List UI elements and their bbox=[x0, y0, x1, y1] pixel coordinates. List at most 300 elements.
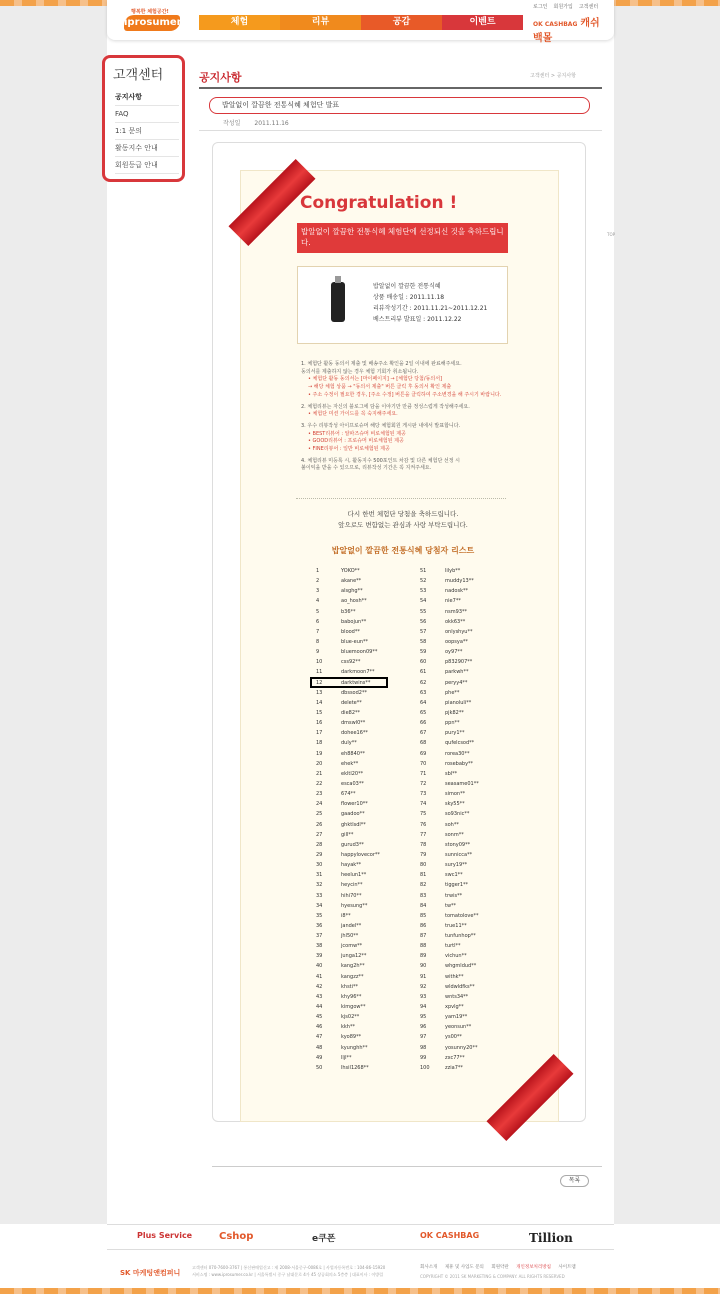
logo[interactable]: iprosumer bbox=[124, 15, 180, 31]
winner-number: 9 bbox=[316, 649, 320, 656]
winner-number: 55 bbox=[420, 608, 427, 615]
winner-number: 51 bbox=[420, 568, 427, 574]
main-nav bbox=[199, 15, 523, 30]
winner-row bbox=[420, 566, 479, 576]
partner-tillion[interactable]: Tillion bbox=[529, 1231, 573, 1245]
sidebar-item-faq[interactable]: FAQ bbox=[115, 106, 179, 123]
winner-number: 94 bbox=[420, 1004, 427, 1011]
winner-row bbox=[316, 880, 380, 890]
winner-row bbox=[316, 901, 380, 911]
winner-id: yam19** bbox=[445, 1014, 468, 1021]
winner-id: sury19** bbox=[445, 862, 468, 869]
footer-link-partner[interactable]: 제휴 및 사업도 문의 bbox=[444, 1265, 484, 1270]
winner-number: 7 bbox=[316, 628, 320, 635]
winner-number: 88 bbox=[420, 943, 427, 950]
highlight-box bbox=[310, 677, 388, 688]
winner-id: okk63** bbox=[445, 618, 466, 625]
winner-number: 68 bbox=[420, 740, 427, 747]
winner-number: 38 bbox=[316, 943, 323, 950]
winner-row bbox=[316, 1053, 380, 1063]
winner-row bbox=[420, 698, 479, 708]
winner-row bbox=[316, 921, 380, 931]
winner-row bbox=[316, 617, 380, 627]
winner-id: kkh** bbox=[341, 1024, 355, 1031]
winner-row bbox=[420, 1032, 479, 1042]
winner-number: 45 bbox=[316, 1014, 323, 1021]
winner-id: YOKO** bbox=[341, 568, 360, 574]
winner-id: withk** bbox=[445, 973, 464, 980]
winner-number: 24 bbox=[316, 801, 323, 808]
winner-row bbox=[316, 627, 380, 637]
winner-id: turtl** bbox=[445, 943, 461, 950]
winner-number: 57 bbox=[420, 628, 427, 635]
winner-row bbox=[420, 1022, 479, 1032]
winner-number: 18 bbox=[316, 740, 323, 747]
winner-row bbox=[420, 860, 479, 870]
winner-id: blood** bbox=[341, 628, 360, 635]
winner-row bbox=[316, 698, 380, 708]
divider bbox=[296, 498, 506, 499]
instruction-line: • FINE리뷰어 : 일반 비로체험된 제공 bbox=[308, 446, 390, 453]
ship-date: 상품 배송일 : 2011.11.18 bbox=[373, 294, 445, 301]
winner-number: 2 bbox=[316, 578, 320, 585]
winner-row bbox=[420, 759, 479, 769]
instruction-line: 3. 우수 리뷰작성 아이프로슈머 해당 체험회원 게시판 내에서 발표합니다. bbox=[301, 422, 461, 429]
winner-id: wnts34** bbox=[445, 993, 469, 1000]
winner-row bbox=[316, 951, 380, 961]
sidebar-item-notice[interactable]: 공지사항 bbox=[115, 89, 179, 106]
winner-number: 10 bbox=[316, 659, 323, 666]
winner-id: dbssod2** bbox=[341, 689, 367, 696]
winner-number: 93 bbox=[420, 993, 427, 1000]
winner-id: jhl50** bbox=[341, 933, 359, 940]
winners-left bbox=[316, 566, 380, 1073]
winner-row bbox=[316, 1032, 380, 1042]
winner-number: 23 bbox=[316, 791, 323, 798]
sidebar-item-grade[interactable]: 회원등급 안내 bbox=[115, 157, 179, 174]
instruction-line: 1. 체험단 활동 동의서 제출 및 배송주소 확인을 2일 이내에 완료해주세요. bbox=[301, 361, 462, 367]
product-name: 밥알없이 깔끔한 전통식혜 bbox=[373, 283, 441, 290]
winner-id: xpvlg** bbox=[445, 1004, 464, 1011]
winner-id: nie7** bbox=[445, 598, 461, 605]
bottom-stripe bbox=[0, 1288, 720, 1294]
winners-right bbox=[420, 566, 479, 1073]
winner-row bbox=[316, 647, 380, 657]
winner-id: wldwldfks** bbox=[445, 983, 475, 990]
winner-row bbox=[316, 820, 380, 830]
winner-id: hyesung** bbox=[341, 902, 368, 909]
winner-id: hayak** bbox=[341, 862, 362, 869]
winner-id: khy96** bbox=[341, 993, 362, 1000]
winner-id: zzia7** bbox=[445, 1064, 463, 1071]
best-review-date: 베스트리뷰 발표일 : 2011.12.22 bbox=[373, 316, 462, 323]
okcashbag-mall-link[interactable] bbox=[533, 14, 603, 44]
winner-number: 53 bbox=[420, 588, 427, 595]
winner-number: 37 bbox=[316, 933, 323, 940]
winner-id: darkmoon7** bbox=[341, 669, 375, 676]
winner-id: i8** bbox=[341, 912, 351, 919]
partner-bar bbox=[107, 1224, 614, 1250]
winner-row bbox=[316, 809, 380, 819]
winner-row bbox=[316, 870, 380, 880]
winner-id: tigger1** bbox=[445, 882, 469, 889]
instruction-line: → 해당 체험 상품 → "동의서 제출" 버튼 클릭 후 동의서 확인 제출 bbox=[308, 384, 452, 391]
winner-id: vichun** bbox=[445, 953, 467, 960]
winner-number: 30 bbox=[316, 862, 323, 869]
page-title: 공지사항 bbox=[199, 71, 242, 84]
winner-id: darktwins** bbox=[341, 679, 371, 686]
winner-number: 82 bbox=[420, 882, 427, 889]
instruction-line: • 체험단 활동 동의서는 [마이페이지] → [체험단 당첨/동의서] bbox=[308, 376, 443, 383]
instruction-line: • GOOD리뷰어 : 프로슈머 비로체험된 제공 bbox=[308, 438, 404, 445]
winner-id: kangzz** bbox=[341, 973, 364, 980]
nav-tab-3[interactable]: 이벤트 bbox=[442, 15, 523, 30]
winner-number: 67 bbox=[420, 730, 427, 737]
winner-row bbox=[420, 718, 479, 728]
winner-row bbox=[316, 1012, 380, 1022]
winner-id: sbl** bbox=[445, 770, 458, 777]
winner-id: peryy4** bbox=[445, 679, 468, 686]
winner-number: 100 bbox=[420, 1064, 430, 1071]
winner-row bbox=[316, 749, 380, 759]
winner-number: 73 bbox=[420, 791, 427, 798]
winner-row bbox=[420, 1012, 479, 1022]
winner-row bbox=[420, 891, 479, 901]
product-info bbox=[373, 281, 487, 325]
title-rule bbox=[199, 87, 602, 89]
winner-number: 42 bbox=[316, 983, 323, 990]
winner-id: so93nic** bbox=[445, 811, 470, 818]
winner-row bbox=[316, 596, 380, 606]
winner-id: kyo89** bbox=[341, 1034, 362, 1041]
winner-id: flower10** bbox=[341, 801, 368, 808]
instruction-line: • BEST리뷰어 : 알파즈슈머 비로체험된 제공 bbox=[308, 430, 406, 437]
winner-row bbox=[316, 708, 380, 718]
winner-number: 90 bbox=[420, 963, 427, 970]
winner-number: 19 bbox=[316, 750, 323, 757]
winner-id: muddy13** bbox=[445, 578, 474, 585]
winner-number: 61 bbox=[420, 669, 427, 676]
winner-row bbox=[420, 972, 479, 982]
winner-row bbox=[420, 830, 479, 840]
winner-row bbox=[420, 688, 479, 698]
winner-number: 54 bbox=[420, 598, 427, 605]
winner-row bbox=[316, 911, 380, 921]
winner-number: 81 bbox=[420, 872, 427, 879]
winner-row bbox=[420, 880, 479, 890]
winner-row bbox=[420, 901, 479, 911]
winner-number: 8 bbox=[316, 638, 320, 645]
footer-link-privacy[interactable]: 개인정보처리방침 bbox=[516, 1265, 551, 1270]
winner-number: 6 bbox=[316, 618, 320, 625]
winner-id: onlyshyu** bbox=[445, 628, 473, 635]
winner-number: 98 bbox=[420, 1044, 427, 1051]
winner-number: 16 bbox=[316, 720, 323, 727]
winner-id: qufelcsod** bbox=[445, 740, 475, 747]
winner-id: eh8840** bbox=[341, 750, 365, 757]
breadcrumb: 고객센터 > 공지사항 bbox=[530, 73, 577, 79]
winner-id: die82** bbox=[341, 709, 361, 716]
winner-row bbox=[316, 566, 380, 576]
winner-id: akane** bbox=[341, 578, 362, 585]
partner-ecoupon[interactable]: e쿠폰 bbox=[312, 1234, 336, 1244]
footer-link-terms[interactable]: 회원약관 bbox=[491, 1265, 509, 1270]
winner-row bbox=[316, 607, 380, 617]
winner-number: 74 bbox=[420, 801, 427, 808]
winner-number: 17 bbox=[316, 730, 323, 737]
winner-id: hihi70** bbox=[341, 892, 362, 899]
thanks-line: 다시 한번 체험단 당첨을 축하드립니다. bbox=[347, 510, 459, 518]
winner-number: 15 bbox=[316, 709, 323, 716]
footer-link-sitemap[interactable]: 사이트맵 bbox=[558, 1265, 576, 1270]
winner-number: 78 bbox=[420, 841, 427, 848]
winner-row bbox=[420, 657, 479, 667]
winner-number: 85 bbox=[420, 912, 427, 919]
winner-number: 97 bbox=[420, 1034, 427, 1041]
winner-number: 50 bbox=[316, 1064, 323, 1071]
winner-id: kimgow** bbox=[341, 1004, 366, 1011]
winner-row bbox=[316, 759, 380, 769]
winner-number: 32 bbox=[316, 882, 323, 889]
headline: Congratulation ! bbox=[300, 193, 458, 213]
winner-row bbox=[420, 820, 479, 830]
winner-id: duly** bbox=[341, 740, 357, 747]
winner-id: ekltl20** bbox=[341, 770, 364, 777]
winner-id: khsti** bbox=[341, 983, 359, 990]
cs-link[interactable]: 고객센터 bbox=[578, 4, 599, 10]
address-line: 고객센터 070-7600-3767 | 통신판매업신고 : 제 2008-서울중구-0086호 | 사업자등록번호 : 104-86-15920 bbox=[192, 1265, 386, 1270]
winner-number: 49 bbox=[316, 1054, 323, 1061]
winner-id: swc1** bbox=[445, 872, 463, 879]
winner-row bbox=[420, 931, 479, 941]
winner-number: 64 bbox=[420, 699, 427, 706]
winner-row bbox=[420, 982, 479, 992]
instruction-line: • 주소 수정이 필요한 경우, [주소 수정] 버튼을 클릭하여 주소변경을 해 주시기 바랍니다. bbox=[308, 391, 502, 398]
winner-id: yeonsun** bbox=[445, 1024, 472, 1031]
winner-id: kang2h** bbox=[341, 963, 365, 970]
winner-number: 40 bbox=[316, 963, 323, 970]
winner-id: tw** bbox=[445, 902, 457, 909]
winner-row bbox=[420, 667, 479, 677]
winner-row bbox=[420, 1053, 479, 1063]
winner-row bbox=[420, 789, 479, 799]
winner-id: seasame01** bbox=[445, 780, 479, 787]
winner-row bbox=[316, 576, 380, 586]
review-period: 리뷰작성기간 : 2011.11.21~2011.12.21 bbox=[373, 305, 488, 312]
winner-row bbox=[316, 961, 380, 971]
winner-row bbox=[316, 891, 380, 901]
signup-link[interactable]: 회원가입 bbox=[553, 4, 573, 10]
winner-row bbox=[316, 738, 380, 748]
winner-row bbox=[316, 789, 380, 799]
winner-row bbox=[316, 779, 380, 789]
company-address bbox=[192, 1264, 402, 1278]
winner-number: 12 bbox=[316, 679, 323, 686]
winner-row bbox=[420, 678, 479, 688]
date-value: 2011.11.16 bbox=[254, 120, 289, 127]
winner-row bbox=[316, 840, 380, 850]
winner-row bbox=[420, 769, 479, 779]
winner-row bbox=[316, 637, 380, 647]
winner-number: 84 bbox=[420, 902, 427, 909]
winner-id: whgmldud** bbox=[445, 963, 477, 970]
winner-row bbox=[420, 911, 479, 921]
top-button[interactable]: TOP bbox=[607, 232, 616, 237]
address-line: 서비스명 : www.iprosumer.co.kr | 서울특별시 중구 남대문로 4가 45 상공회의소 5층층 | 대표이사 : 이방렬 bbox=[192, 1272, 383, 1277]
winner-row bbox=[316, 860, 380, 870]
nav-tab-0[interactable]: 체험 bbox=[199, 15, 280, 30]
winner-number: 83 bbox=[420, 892, 427, 899]
winner-number: 25 bbox=[316, 811, 323, 818]
winner-id: pianoluli** bbox=[445, 699, 472, 706]
winner-id: soh** bbox=[445, 821, 459, 828]
winner-row bbox=[420, 738, 479, 748]
winner-number: 44 bbox=[316, 1004, 323, 1011]
footer-links bbox=[420, 1264, 582, 1270]
winner-id: ehek** bbox=[341, 760, 359, 767]
winner-id: b36** bbox=[341, 608, 356, 615]
winner-number: 96 bbox=[420, 1024, 427, 1031]
winner-id: dohee16** bbox=[341, 730, 368, 737]
winner-row bbox=[316, 1022, 380, 1032]
winner-row bbox=[316, 850, 380, 860]
winner-number: 80 bbox=[420, 862, 427, 869]
partner-plus-service[interactable]: Plus Service bbox=[137, 1231, 193, 1240]
winner-row bbox=[420, 799, 479, 809]
winner-id: ppn** bbox=[445, 720, 460, 727]
winner-number: 60 bbox=[420, 659, 427, 666]
winner-id: stony09** bbox=[445, 841, 471, 848]
winner-id: rorea30** bbox=[445, 750, 470, 757]
winner-id: oy97** bbox=[445, 649, 463, 656]
winner-number: 89 bbox=[420, 953, 427, 960]
winner-number: 26 bbox=[316, 821, 323, 828]
winners-title: 밥알없이 깔끔한 전통식혜 당첨자 리스트 bbox=[331, 546, 475, 555]
winner-row bbox=[316, 972, 380, 982]
winner-number: 69 bbox=[420, 750, 427, 757]
winner-id: oopsya** bbox=[445, 638, 468, 645]
thanks-line: 앞으로도 변함없는 관심과 사랑 부탁드립니다. bbox=[338, 521, 468, 529]
winner-number: 34 bbox=[316, 902, 323, 909]
winner-row bbox=[420, 627, 479, 637]
instruction-line: 동의서를 제출하지 않는 경우 체험 기회가 취소됩니다. bbox=[301, 368, 419, 375]
winner-number: 48 bbox=[316, 1044, 323, 1051]
thanks-message bbox=[301, 509, 505, 531]
winner-number: 21 bbox=[316, 770, 323, 777]
winner-number: 27 bbox=[316, 831, 323, 838]
winner-row bbox=[420, 850, 479, 860]
winner-number: 28 bbox=[316, 841, 323, 848]
okcashbag-mark: OK CASHBAG bbox=[533, 21, 578, 28]
winner-id: junga12** bbox=[341, 953, 367, 960]
winner-number: 72 bbox=[420, 780, 427, 787]
winner-row bbox=[316, 728, 380, 738]
list-button[interactable]: 목록 bbox=[560, 1175, 589, 1187]
winner-row bbox=[316, 982, 380, 992]
logo-tagline: 행복한 체험공간! bbox=[131, 9, 169, 15]
nav-tab-2[interactable]: 공감 bbox=[361, 15, 442, 30]
winner-row bbox=[316, 941, 380, 951]
winner-number: 36 bbox=[316, 922, 323, 929]
winner-number: 3 bbox=[316, 588, 320, 595]
winner-id: kyunghh** bbox=[341, 1044, 368, 1051]
winner-number: 31 bbox=[316, 872, 323, 879]
winner-id: tomatolove** bbox=[445, 912, 479, 919]
winner-id: lilyb** bbox=[445, 568, 461, 574]
winner-id: zxc77** bbox=[445, 1054, 465, 1061]
winner-id: nsm93** bbox=[445, 608, 468, 615]
winner-id: happylovecor** bbox=[341, 851, 380, 858]
winner-row bbox=[420, 951, 479, 961]
winner-number: 75 bbox=[420, 811, 427, 818]
winner-row bbox=[316, 688, 380, 698]
footer-link-about[interactable]: 회사소개 bbox=[420, 1265, 438, 1270]
winner-id: kjs02** bbox=[341, 1014, 360, 1021]
winner-number: 20 bbox=[316, 760, 323, 767]
winner-number: 62 bbox=[420, 679, 427, 686]
winner-row bbox=[316, 1043, 380, 1053]
winner-id: yosunny20** bbox=[445, 1044, 478, 1051]
winner-row bbox=[316, 1063, 380, 1073]
winner-id: blue-eun** bbox=[341, 638, 369, 645]
winner-number: 65 bbox=[420, 709, 427, 716]
winner-id: nadosk** bbox=[445, 588, 468, 595]
winner-row bbox=[420, 708, 479, 718]
winner-row bbox=[420, 1063, 479, 1073]
winner-row bbox=[420, 647, 479, 657]
winner-row bbox=[316, 657, 380, 667]
winner-number: 99 bbox=[420, 1054, 427, 1061]
winner-number: 39 bbox=[316, 953, 323, 960]
login-link[interactable]: 로그인 bbox=[533, 4, 548, 10]
winner-id: esca03** bbox=[341, 780, 364, 787]
winner-row bbox=[420, 809, 479, 819]
winner-id: gill** bbox=[341, 831, 354, 838]
winner-row bbox=[420, 870, 479, 880]
winner-number: 87 bbox=[420, 933, 427, 940]
sidebar-item-inquiry[interactable]: 1:1 문의 bbox=[115, 123, 179, 140]
winner-row bbox=[316, 769, 380, 779]
company-logo: SK 마케팅앤컴퍼니 bbox=[120, 1269, 181, 1277]
winner-number: 86 bbox=[420, 922, 427, 929]
winner-number: 91 bbox=[420, 973, 427, 980]
sidebar-item-activity[interactable]: 활동지수 안내 bbox=[115, 140, 179, 157]
winner-number: 71 bbox=[420, 770, 427, 777]
notice-meta bbox=[223, 118, 303, 127]
nav-tab-1[interactable]: 리뷰 bbox=[280, 15, 361, 30]
winner-number: 33 bbox=[316, 892, 323, 899]
winner-row bbox=[316, 992, 380, 1002]
winner-number: 5 bbox=[316, 608, 320, 615]
winner-number: 4 bbox=[316, 598, 320, 605]
winner-number: 14 bbox=[316, 699, 323, 706]
winner-id: tunfunhop** bbox=[445, 933, 476, 940]
winner-id: heycin** bbox=[341, 882, 363, 889]
winner-number: 35 bbox=[316, 912, 323, 919]
winner-id: simon** bbox=[445, 791, 466, 798]
winner-id: lljl** bbox=[341, 1054, 352, 1061]
winner-id: parkwh** bbox=[445, 669, 469, 676]
winner-id: gaadoo** bbox=[341, 811, 365, 818]
partner-cshop[interactable]: Cshop bbox=[219, 1231, 254, 1242]
winner-number: 13 bbox=[316, 689, 323, 696]
instruction-line: • 체험단 미션 가이드를 꼭 숙지해주세요. bbox=[308, 411, 398, 418]
winner-row bbox=[420, 728, 479, 738]
winner-id: alsghg** bbox=[341, 588, 363, 595]
partner-okcashbag[interactable]: OK CASHBAG bbox=[420, 1231, 480, 1240]
winner-row bbox=[420, 961, 479, 971]
okcashbag-label: 캐쉬백몰 bbox=[533, 18, 600, 44]
